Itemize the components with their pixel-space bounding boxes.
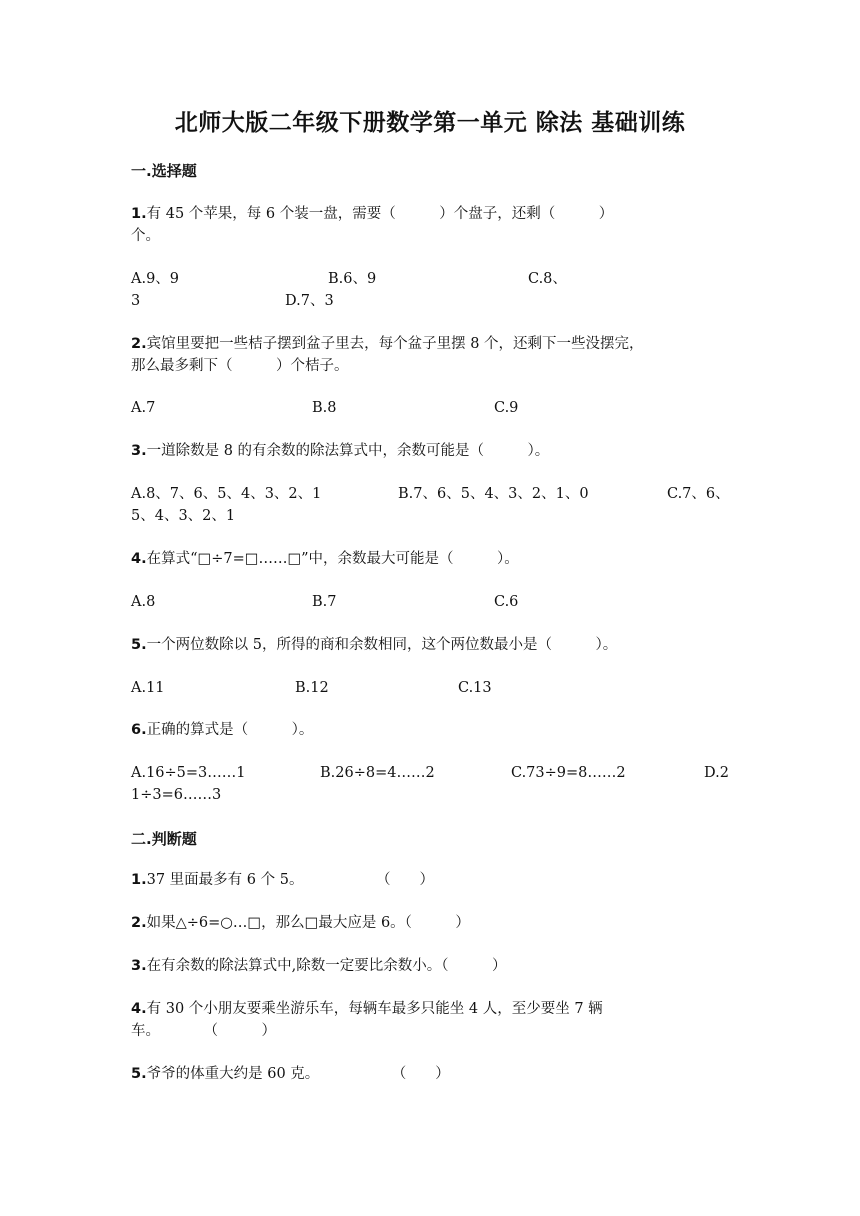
option-b[interactable]: B.7、6、5、4、3、2、1、0 — [398, 486, 589, 502]
option-c[interactable]: C.13 — [458, 680, 492, 696]
question-text-line2: 个。 — [131, 228, 160, 244]
question-number: 4. — [131, 551, 147, 567]
option-a[interactable]: A.7 — [131, 400, 156, 416]
question-text: 爷爷的体重大约是 60 克。 （ ） — [146, 1066, 450, 1082]
question-text: 在算式“□÷7=□……□”中，余数最大可能是（ ）。 — [146, 551, 519, 567]
option-b[interactable]: B.12 — [295, 680, 329, 696]
question-number: 2. — [131, 915, 147, 931]
question-text: 一个两位数除以 5，所得的商和余数相同，这个两位数最小是（ ）。 — [146, 637, 618, 653]
tf-question-2 — [131, 912, 731, 934]
option-b[interactable]: B.7 — [312, 594, 337, 610]
question-number: 3. — [131, 443, 147, 459]
option-a[interactable]: A.11 — [131, 680, 165, 696]
option-c[interactable]: C.73÷9=8……2 — [511, 765, 626, 781]
option-b[interactable]: B.26÷8=4……2 — [320, 765, 435, 781]
question-1 — [131, 203, 731, 247]
question-text: 在有余数的除法算式中,除数一定要比余数小。（ ） — [146, 958, 507, 974]
question-text-line2: 车。 （ ） — [131, 1023, 276, 1039]
option-c-continued[interactable]: 5、4、3、2、1 — [131, 508, 236, 524]
option-a[interactable]: A.9、9 — [131, 271, 180, 287]
page-title: 北师大版二年级下册数学第一单元 除法 基础训练 — [174, 110, 686, 136]
question-text: 正确的算式是（ ）。 — [146, 722, 314, 738]
question-text: 37 里面最多有 6 个 5。 （ ） — [146, 872, 434, 888]
option-d[interactable]: D.2 — [704, 765, 729, 781]
question-number: 2. — [131, 336, 147, 352]
question-text: 有 45 个苹果，每 6 个装一盘，需要（ ）个盘子，还剩（ ） — [146, 206, 614, 222]
question-text: 有 30 个小朋友要乘坐游乐车，每辆车最多只能坐 4 人，至少要坐 7 辆 — [146, 1001, 603, 1017]
option-c[interactable]: C.6 — [494, 594, 519, 610]
question-text: 宾馆里要把一些桔子摆到盆子里去，每个盆子里摆 8 个，还剩下一些没摆完， — [146, 336, 644, 352]
question-number: 5. — [131, 637, 147, 653]
question-number: 6. — [131, 722, 147, 738]
tf-question-3 — [131, 955, 731, 977]
question-3 — [131, 440, 731, 462]
option-a[interactable]: A.8、7、6、5、4、3、2、1 — [131, 486, 322, 502]
option-c[interactable]: C.9 — [494, 400, 519, 416]
option-b[interactable]: B.8 — [312, 400, 337, 416]
question-text-line2: 那么最多剩下（ ）个桔子。 — [131, 358, 349, 374]
question-number: 4. — [131, 1001, 147, 1017]
question-4 — [131, 548, 731, 570]
option-d[interactable]: D.7、3 — [285, 293, 334, 309]
question-number: 3. — [131, 958, 147, 974]
tf-question-5 — [131, 1063, 731, 1085]
question-6 — [131, 719, 731, 741]
question-number: 5. — [131, 1066, 147, 1082]
option-b[interactable]: B.6、9 — [328, 271, 377, 287]
question-number: 1. — [131, 872, 147, 888]
question-number: 1. — [131, 206, 147, 222]
question-text: 一道除数是 8 的有余数的除法算式中，余数可能是（ ）。 — [146, 443, 550, 459]
option-a[interactable]: A.8 — [131, 594, 156, 610]
section-heading-choice: 一.选择题 — [131, 162, 197, 180]
question-2 — [131, 333, 731, 377]
option-c[interactable]: C.7、6、 — [667, 486, 730, 502]
option-c-continued[interactable]: 3 — [131, 293, 141, 309]
option-c[interactable]: C.8、 — [528, 271, 567, 287]
question-5 — [131, 634, 731, 656]
option-a[interactable]: A.16÷5=3……1 — [131, 765, 246, 781]
option-d-continued[interactable]: 1÷3=6……3 — [131, 787, 222, 803]
question-text: 如果△÷6=○…□，那么□最大应是 6。（ ） — [146, 915, 470, 931]
section-heading-judgement: 二.判断题 — [131, 830, 197, 848]
tf-question-1 — [131, 869, 731, 891]
tf-question-4 — [131, 998, 731, 1042]
